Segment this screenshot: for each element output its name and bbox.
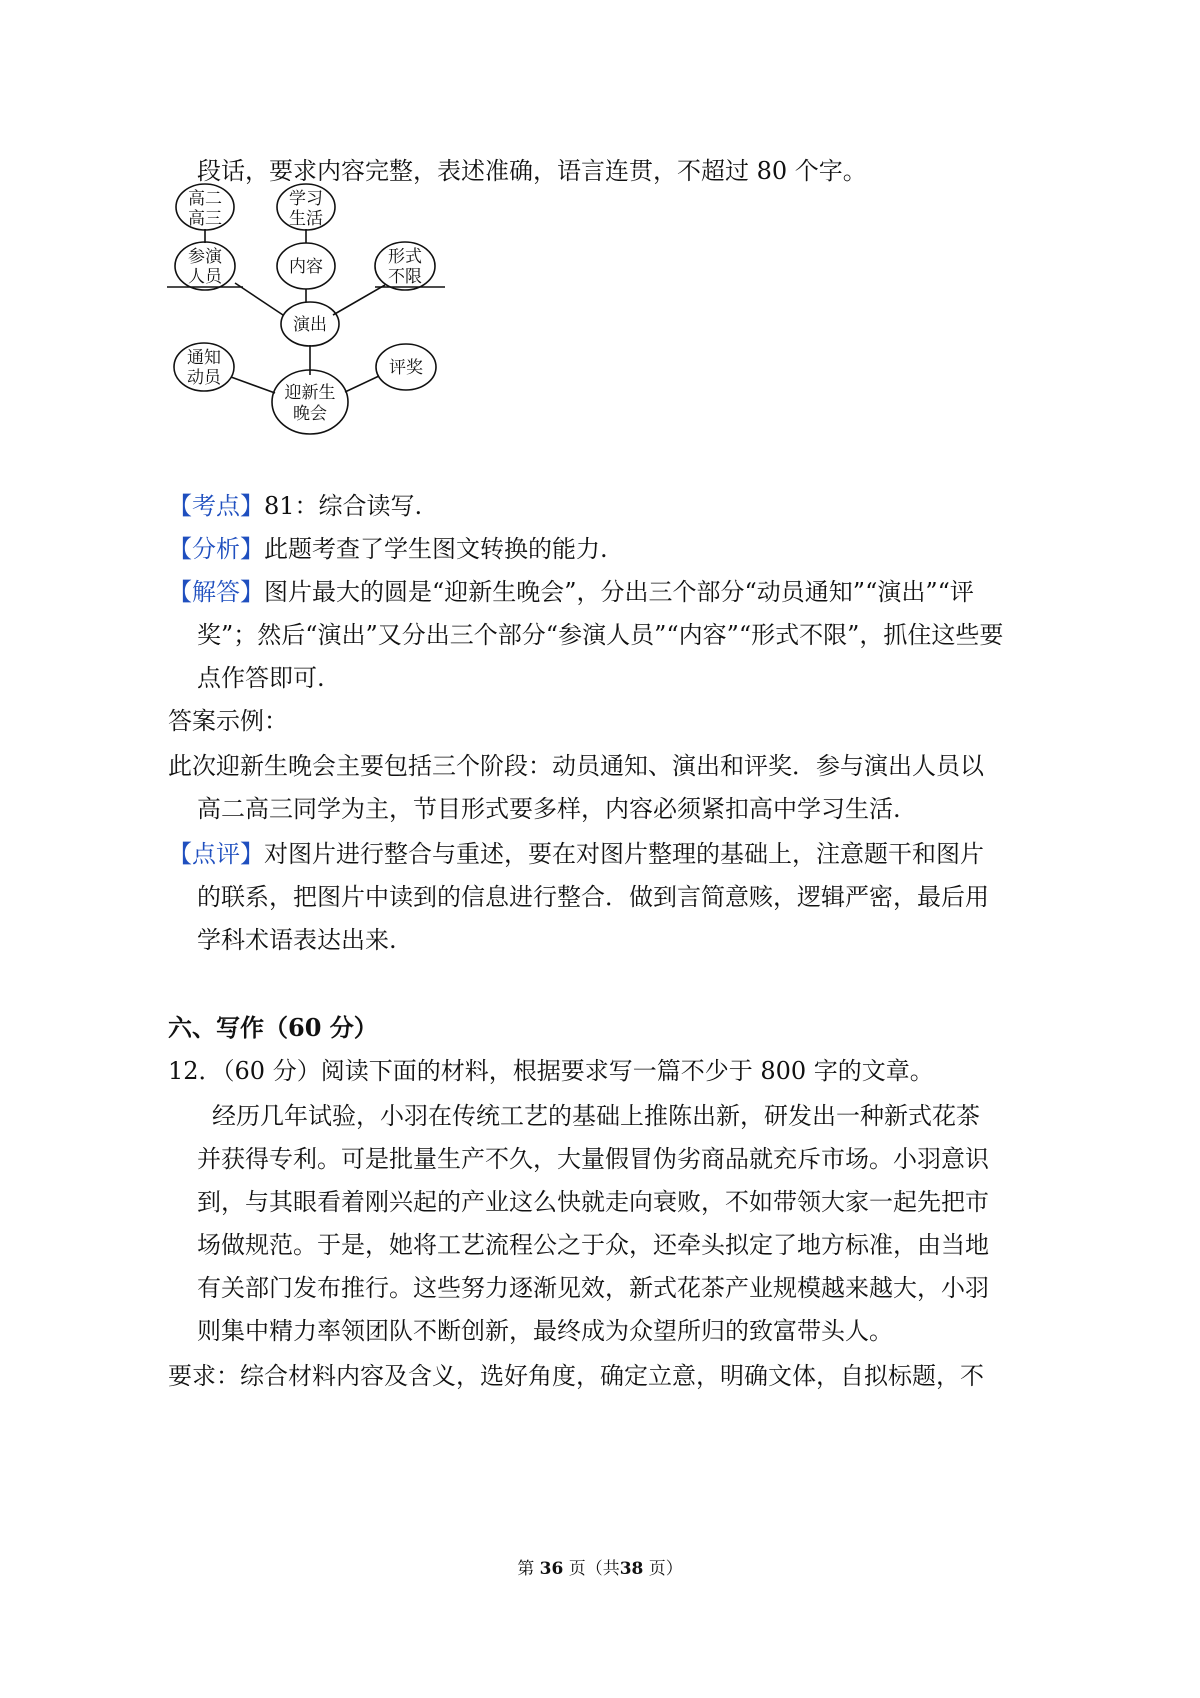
requirement-line: 要求：综合材料内容及含义，选好角度，确定立意，明确文体，自拟标题，不 <box>168 1362 984 1390</box>
footer-pre: 第 <box>517 1559 535 1579</box>
footer-post: 页） <box>648 1559 683 1579</box>
material-line-2: 并获得专利。可是批量生产不久，大量假冒伪劣商品就充斥市场。小羽意识 <box>197 1145 989 1173</box>
question-stem: 12．（60 分）阅读下面的材料，根据要求写一篇不少于 800 字的文章。 <box>168 1057 934 1085</box>
jieda-tag: 【解答】 <box>168 578 264 606</box>
event-diagram <box>165 180 455 440</box>
fenxi-tag: 【分析】 <box>168 535 264 563</box>
answer-example-label: 答案示例： <box>168 707 288 735</box>
footer-mid: 页（共 <box>568 1559 620 1579</box>
fenxi-line <box>168 533 608 565</box>
kaodian-line <box>168 490 422 522</box>
fenxi-text: 此题考查了学生图文转换的能力. <box>264 535 608 563</box>
node-perform-label: 演出 <box>293 315 327 335</box>
material-line-5: 有关部门发布推行。这些努力逐渐见效，新式花茶产业规模越来越大，小羽 <box>197 1274 989 1302</box>
footer-page-number: 36 <box>539 1559 564 1579</box>
node-study-line1: 学习 <box>289 189 323 209</box>
node-grade-line1: 高二 <box>188 189 222 209</box>
node-cast-line1: 参演 <box>188 247 222 267</box>
footer-total-pages: 38 <box>619 1559 644 1579</box>
dianping-tag: 【点评】 <box>168 840 264 868</box>
answer-example-line-1: 此次迎新生晚会主要包括三个阶段：动员通知、演出和评奖．参与演出人员以 <box>168 752 984 780</box>
node-notice-line1: 通知 <box>187 348 221 368</box>
kaodian-text: 81：综合读写. <box>264 492 423 520</box>
page-footer <box>0 1558 1200 1580</box>
node-form-line1: 形式 <box>388 247 422 267</box>
node-content-label: 内容 <box>289 257 323 277</box>
kaodian-tag: 【考点】 <box>168 492 264 520</box>
node-grade-line2: 高三 <box>188 209 222 229</box>
node-party-line1: 迎新生 <box>284 383 336 403</box>
jieda-text-1: 图片最大的圆是“迎新生晚会”，分出三个部分“动员通知”“演出”“评 <box>264 578 974 606</box>
jieda-line-2: 奖”；然后“演出”又分出三个部分“参演人员”“内容”“形式不限”，抓住这些要 <box>197 621 1004 649</box>
material-line-6: 则集中精力率领团队不断创新，最终成为众望所归的致富带头人。 <box>197 1317 893 1345</box>
dianping-text-1: 对图片进行整合与重述，要在对图片整理的基础上，注意题干和图片 <box>264 840 984 868</box>
node-form-line2: 不限 <box>388 267 422 287</box>
node-study-line2: 生活 <box>289 209 323 229</box>
node-award-label: 评奖 <box>389 358 423 378</box>
material-line-4: 场做规范。于是，她将工艺流程公之于众，还牵头拟定了地方标准，由当地 <box>197 1231 989 1259</box>
node-notice-line2: 动员 <box>187 368 221 388</box>
node-cast-line2: 人员 <box>188 267 222 287</box>
answer-example-line-2: 高二高三同学为主，节目形式要多样，内容必须紧扣高中学习生活. <box>197 795 901 823</box>
intro-line: 段话，要求内容完整，表述准确，语言连贯，不超过 80 个字。 <box>197 157 867 185</box>
section-heading: 六、写作（60 分） <box>168 1013 378 1042</box>
dianping-line-3: 学科术语表达出来. <box>197 926 397 954</box>
dianping-line-1 <box>168 838 984 870</box>
material-line-1: 经历几年试验，小羽在传统工艺的基础上推陈出新，研发出一种新式花茶 <box>212 1102 980 1130</box>
dianping-line-2: 的联系，把图片中读到的信息进行整合．做到言简意赅，逻辑严密，最后用 <box>197 883 989 911</box>
material-line-3: 到，与其眼看着刚兴起的产业这么快就走向衰败，不如带领大家一起先把市 <box>197 1188 989 1216</box>
jieda-line-1 <box>168 576 974 608</box>
jieda-line-3: 点作答即可. <box>197 664 325 692</box>
node-party-line2: 晚会 <box>293 404 327 424</box>
